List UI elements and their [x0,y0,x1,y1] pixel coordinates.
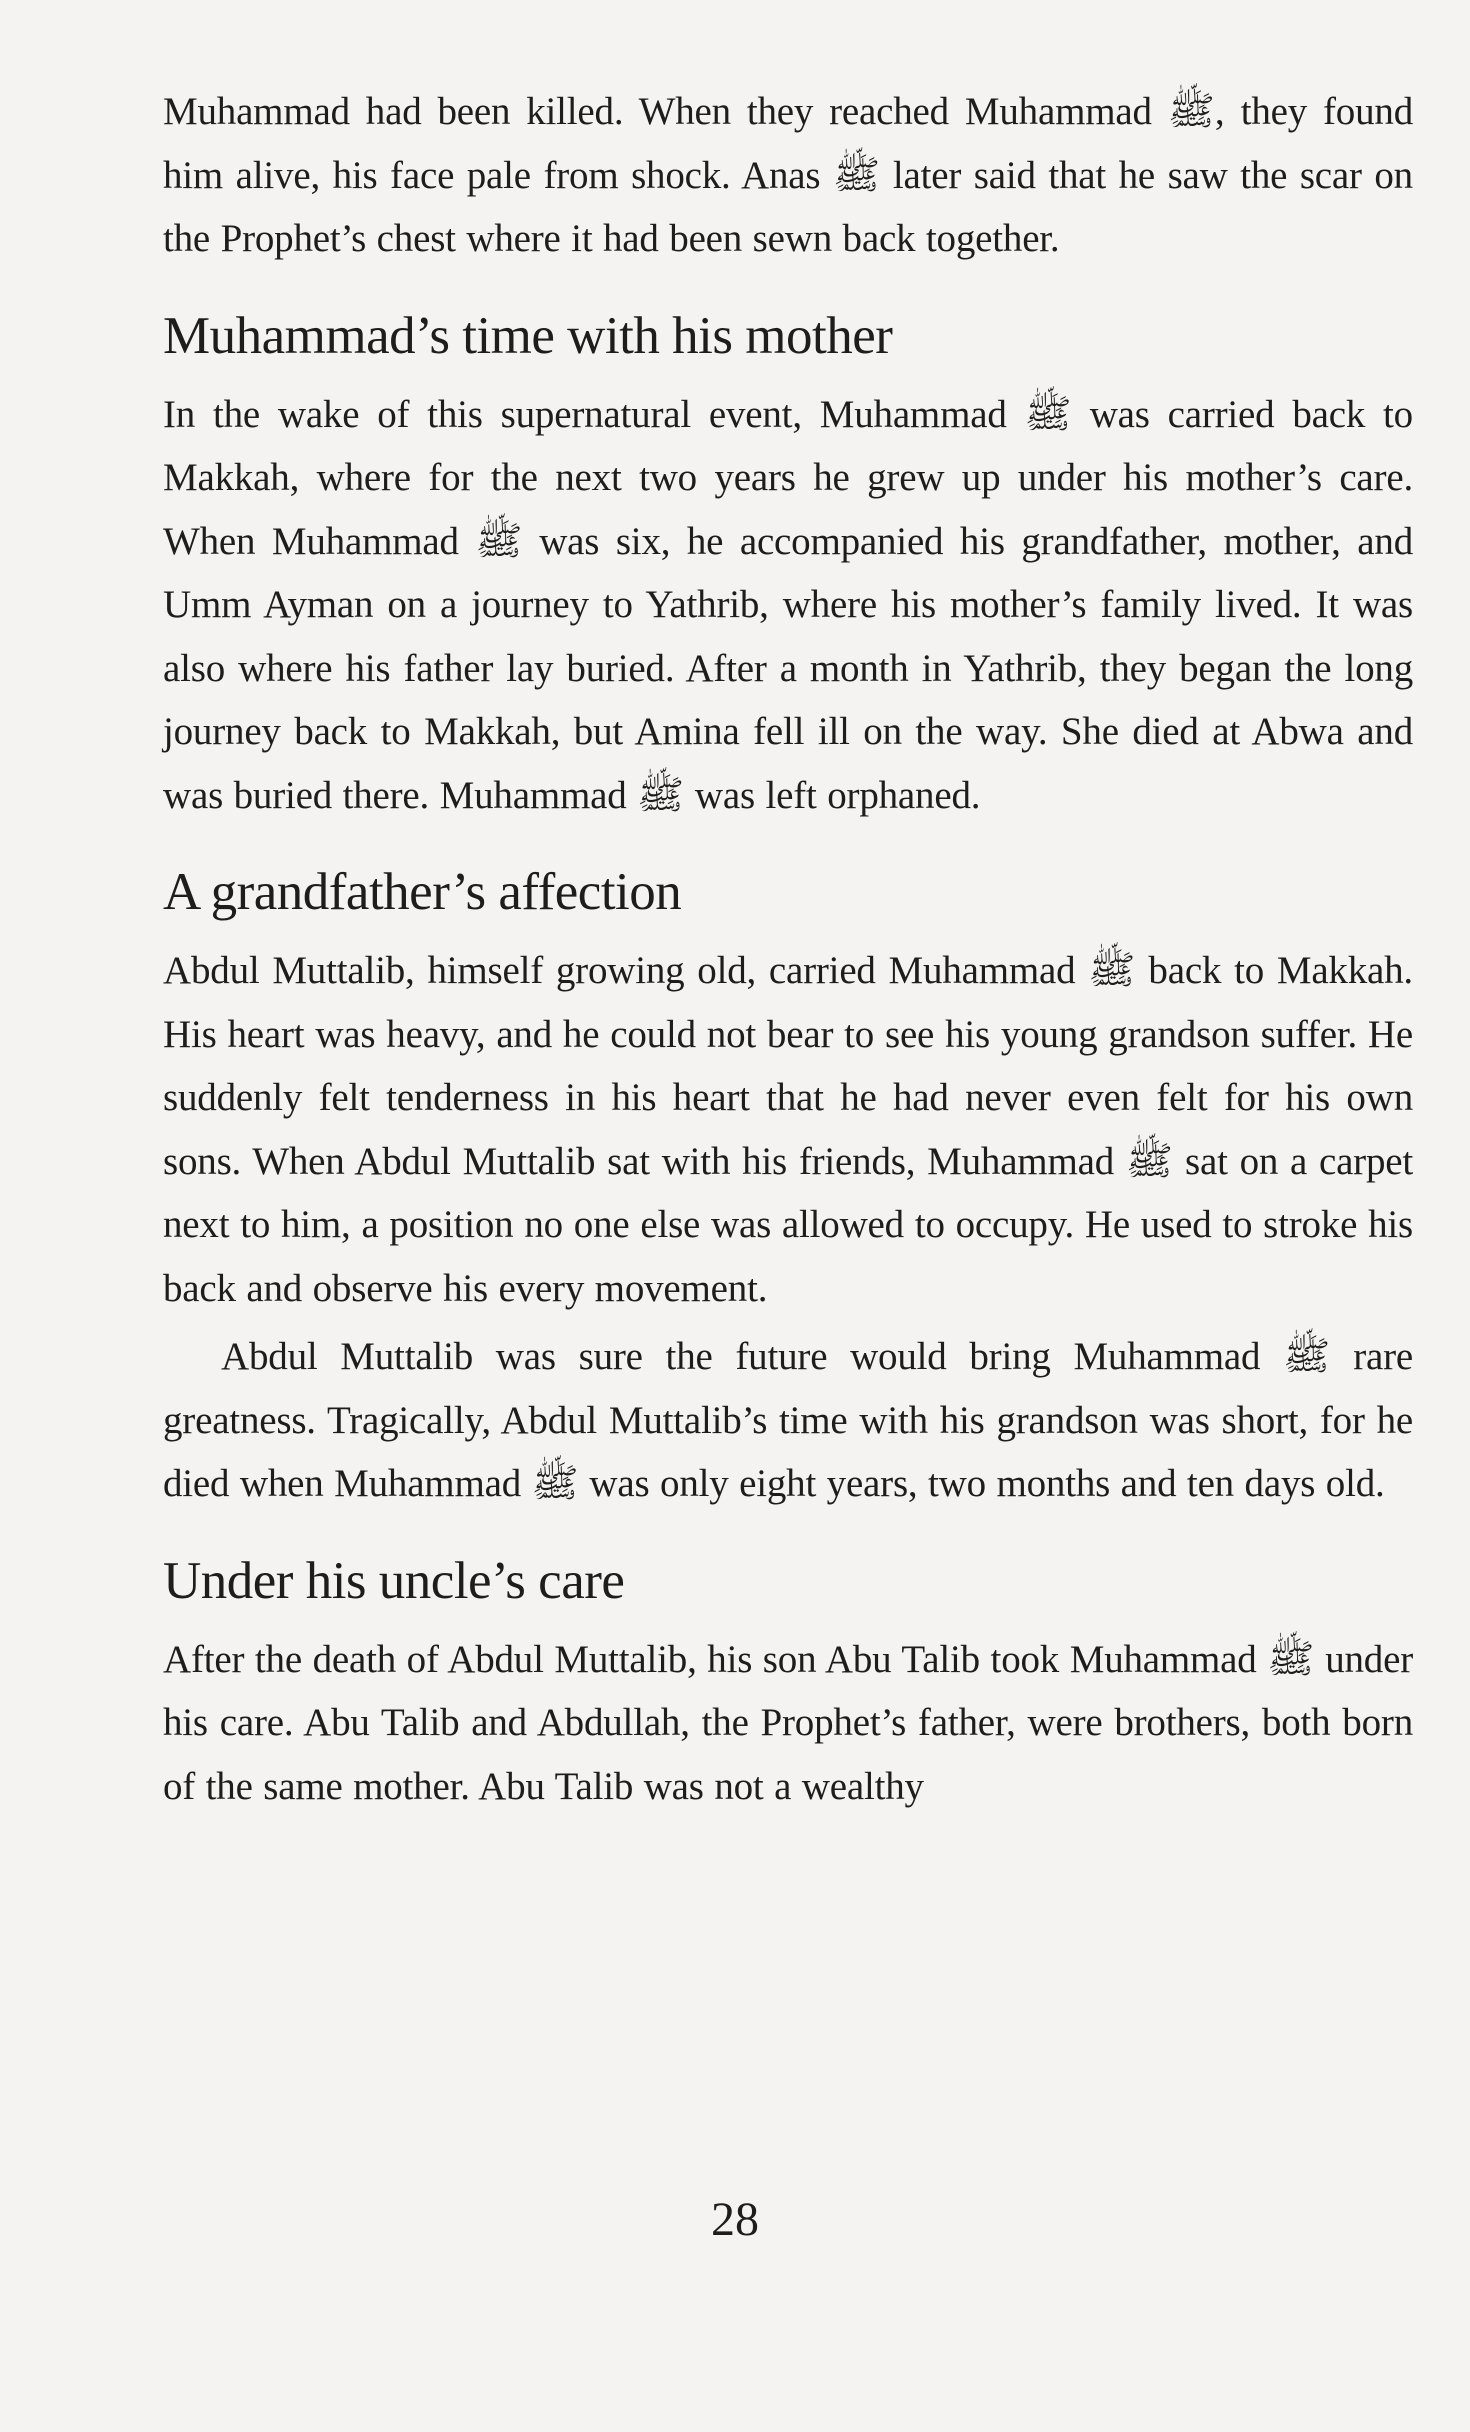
spacer [163,929,1413,939]
paragraph: Muhammad had been killed. When they reached Muhammad ﷺ, they found him alive, his face pale from shock. Anas ﷺ later said that he saw the scar on the Prophet’s chest where it had been sewn back together. [163,90,1413,260]
spacer [163,1618,1413,1628]
spacer [163,271,1413,299]
spacer [163,1516,1413,1544]
section-heading: A grandfather’s affection [163,863,682,921]
paragraph: After the death of Abdul Muttalib, his son Abu Talib took Muhammad ﷺ under his care. Abu Talib and Abdullah, the Prophet’s father, were brothers, both born of the same mother. Abu Talib was not a wealthy [163,1637,1413,1808]
page-number: 28 [711,2193,759,2246]
spacer [163,827,1413,855]
page-body [163,80,1413,1818]
paragraph: In the wake of this supernatural event, Muhammad ﷺ was carried back to Makkah, where for the next two years he grew up under his mother’s care. When Muhammad ﷺ was six, he accompanied his grandfather, mother, and Umm Ayman on a journey to Yathrib, where his mother’s family lived. It was also where his father lay buried. After a month in Yathrib, they began the long journey back to Makkah, but Amina fell ill on the way. She died at Abwa and was buried there. Muhammad ﷺ was left orphaned. [163,392,1413,817]
paragraph: Abdul Muttalib was sure the future would bring Muhammad ﷺ rare greatness. Tragically, Abdul Muttalib’s time with his grandson was short, for he died when Muhammad ﷺ was only eight years, two months and ten days old. [163,1335,1414,1505]
section-heading: Muhammad’s time with his mother [163,306,893,365]
paragraph: Abdul Muttalib, himself growing old, carried Muhammad ﷺ back to Makkah. His heart was heavy, and he could not bear to see his young grandson suffer. He suddenly felt tenderness in his heart that he had never even felt for his own sons. When Abdul Muttalib sat with his friends, Muhammad ﷺ sat on a carpet next to him, a position no one else was allowed to occupy. He used to stroke his back and observe his every movement. [163,949,1414,1310]
section-heading: Under his uncle’s care [163,1551,625,1610]
spacer [163,373,1413,383]
